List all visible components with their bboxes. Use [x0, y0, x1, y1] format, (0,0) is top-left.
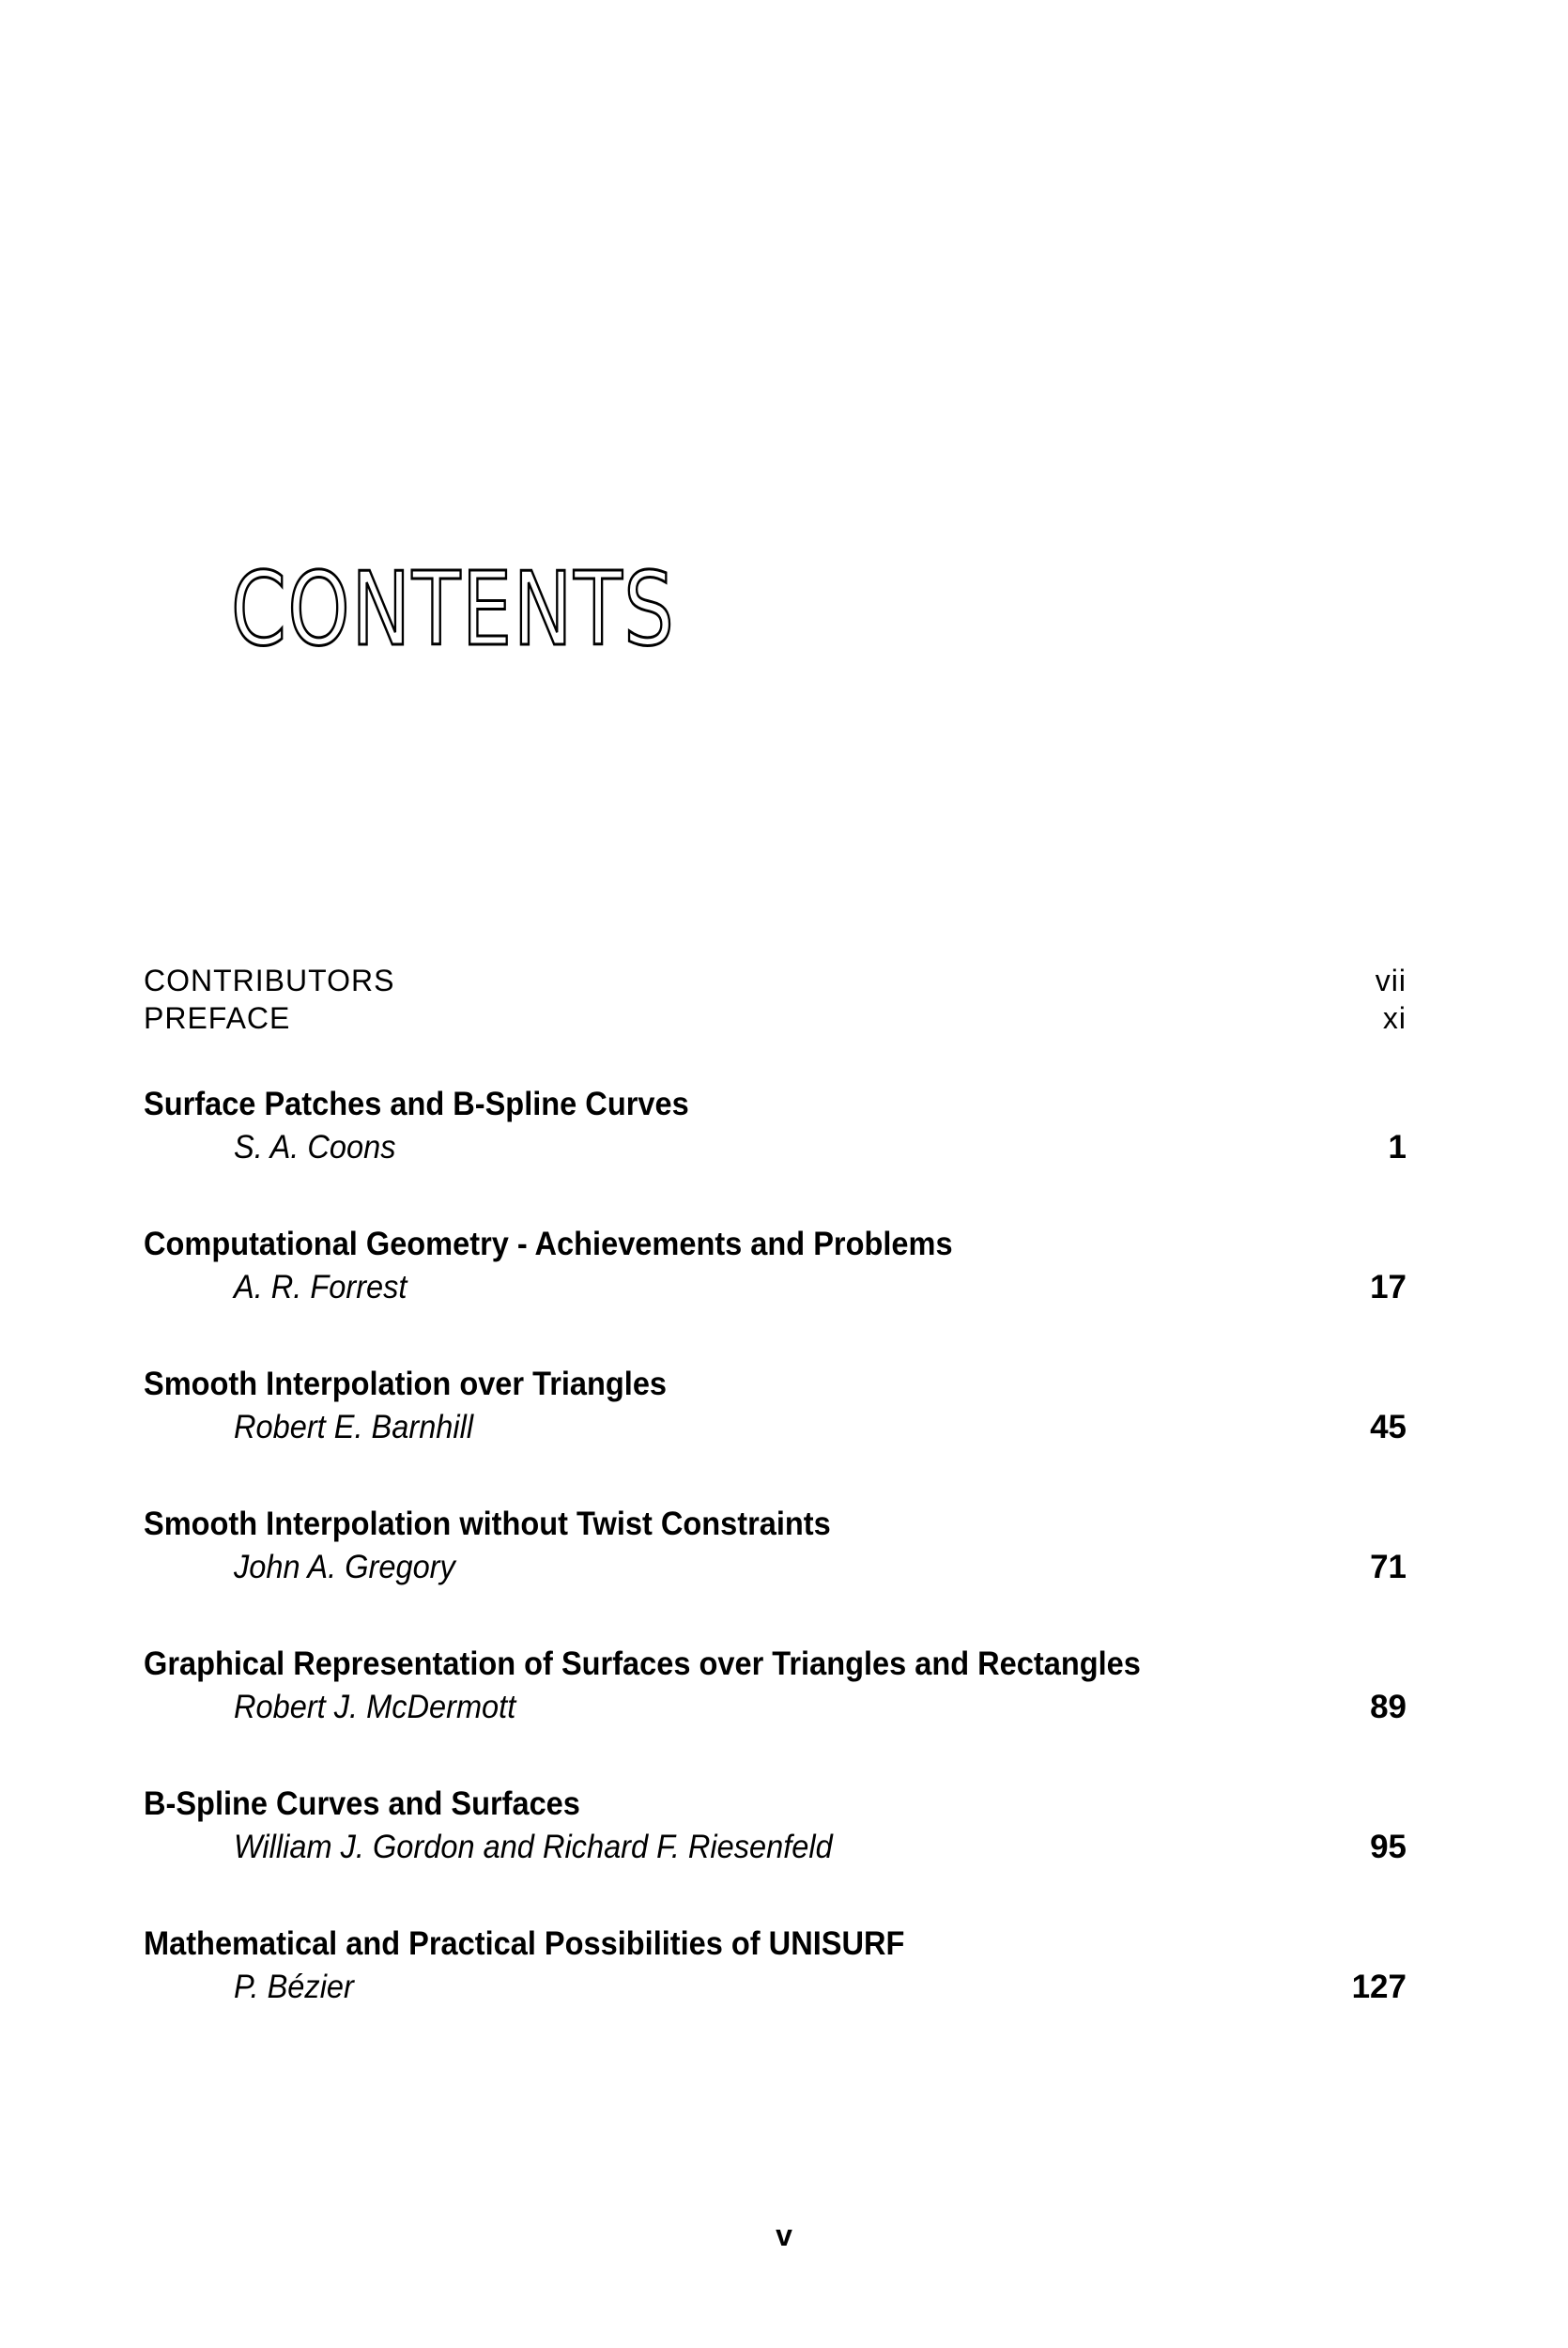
entry-page-number: 89	[1370, 1689, 1407, 1725]
toc-entry	[144, 1364, 1407, 1448]
entry-page-number: 71	[1370, 1549, 1407, 1585]
toc-entry	[144, 1923, 1407, 2008]
toc-entry	[144, 1224, 1407, 1308]
entry-author: S. A. Coons	[234, 1129, 396, 1166]
entry-author: P. Bézier	[234, 1969, 354, 2005]
page-title: CONTENTS	[231, 551, 676, 669]
entry-author: William J. Gordon and Richard F. Riesenfeld	[234, 1829, 833, 1865]
page-number-footer: v	[776, 2218, 792, 2252]
entry-author: John A. Gregory	[234, 1549, 455, 1585]
entry-title: Smooth Interpolation over Triangles	[144, 1366, 668, 1402]
entry-page-number: 127	[1351, 1969, 1407, 2005]
entry-author: Robert E. Barnhill	[234, 1409, 474, 1445]
entry-page-number: 95	[1370, 1829, 1407, 1865]
toc-entry	[144, 1644, 1407, 1728]
front-matter-contributors	[144, 962, 1407, 999]
entry-title: Mathematical and Practical Possibilities of UNISURF	[144, 1925, 905, 1962]
entry-page-number: 1	[1388, 1129, 1407, 1166]
entry-title: Computational Geometry - Achievements and Problems	[144, 1226, 953, 1262]
entry-author: Robert J. McDermott	[234, 1689, 516, 1725]
toc-entry	[144, 1504, 1407, 1588]
entry-title: Smooth Interpolation without Twist Constraints	[144, 1506, 831, 1542]
entry-title: B-Spline Curves and Surfaces	[144, 1785, 580, 1822]
front-matter-label: PREFACE	[144, 1001, 291, 1035]
entry-title: Graphical Representation of Surfaces over Triangles and Rectangles	[144, 1645, 1141, 1682]
front-matter-label: CONTRIBUTORS	[144, 964, 395, 997]
front-matter-page: xi	[1382, 1001, 1407, 1035]
front-matter-preface	[144, 999, 1407, 1037]
entry-page-number: 17	[1370, 1269, 1407, 1305]
toc-entry	[144, 1784, 1407, 1868]
front-matter-page: vii	[1375, 964, 1407, 997]
entry-title: Surface Patches and B-Spline Curves	[144, 1086, 689, 1122]
toc-entry	[144, 1084, 1407, 1168]
entry-author: A. R. Forrest	[234, 1269, 407, 1305]
entry-page-number: 45	[1370, 1409, 1407, 1445]
